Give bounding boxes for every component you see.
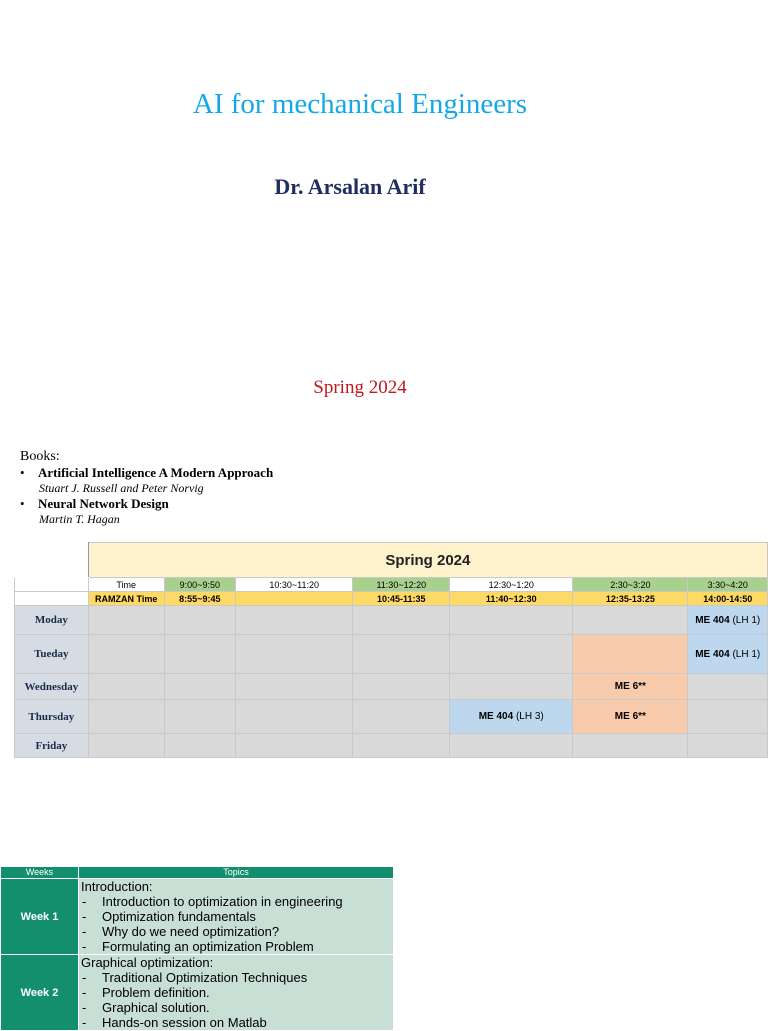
time-slot: 2:30~3:20	[573, 578, 688, 592]
ramzan-slot: 14:00-14:50	[688, 592, 768, 606]
subtopic	[81, 894, 393, 909]
subtopic	[81, 1015, 393, 1030]
time-label: Time	[88, 578, 164, 592]
day-label: Moday	[15, 606, 89, 635]
book-item	[20, 465, 273, 481]
ramzan-slot: 10:45-11:35	[353, 592, 450, 606]
schedule-cell	[164, 674, 235, 700]
schedule-cell	[353, 635, 450, 674]
time-slot: 11:30~12:20	[353, 578, 450, 592]
schedule-cell	[450, 734, 573, 758]
day-label: Friday	[15, 734, 89, 758]
schedule-cell	[236, 700, 353, 734]
topic-title: Introduction:	[81, 879, 153, 894]
time-slot: 9:00~9:50	[164, 578, 235, 592]
ramzan-header-blank	[15, 592, 89, 606]
schedule-cell	[450, 635, 573, 674]
book-title: Artificial Intelligence A Modern Approach	[38, 465, 274, 480]
ramzan-slot: 8:55~9:45	[164, 592, 235, 606]
schedule-cell	[236, 606, 353, 635]
schedule-cell	[88, 700, 164, 734]
schedule-cell	[573, 700, 688, 734]
schedule-cell	[450, 674, 573, 700]
course-code: ME 404	[695, 614, 730, 626]
schedule-cell	[450, 700, 573, 734]
schedule-cell	[164, 734, 235, 758]
day-label: Wednesday	[15, 674, 89, 700]
weeks-header: Weeks	[1, 867, 79, 879]
schedule-cell	[236, 674, 353, 700]
subtopic-text: Optimization fundamentals	[102, 909, 256, 924]
schedule-cell	[688, 635, 768, 674]
subtopic	[81, 985, 393, 1000]
course-room: (LH 1)	[732, 648, 761, 660]
schedule-cell	[88, 635, 164, 674]
time-slot: 3:30~4:20	[688, 578, 768, 592]
dash-marker: -	[82, 1015, 87, 1030]
schedule-cell	[236, 734, 353, 758]
page-title: AI for mechanical Engineers	[192, 88, 528, 120]
subtopic	[81, 939, 393, 954]
schedule-cell	[573, 606, 688, 635]
day-label: Tueday	[15, 635, 89, 674]
schedule-cell	[164, 700, 235, 734]
schedule-cell	[688, 674, 768, 700]
course-code: ME 404	[478, 711, 514, 722]
subtopic	[81, 909, 393, 924]
books-header: Books:	[20, 449, 60, 464]
book-title: Neural Network Design	[38, 496, 169, 511]
topics-header: Topics	[79, 867, 394, 879]
dash-marker: -	[82, 909, 87, 924]
semester-label: Spring 2024	[313, 377, 407, 398]
ramzan-label: RAMZAN Time	[88, 592, 164, 606]
schedule-cell	[573, 635, 688, 674]
author-name: Dr. Arsalan Arif	[274, 174, 426, 199]
time-header-blank	[15, 578, 89, 592]
course-code: ME 404	[695, 648, 730, 660]
schedule-cell	[353, 674, 450, 700]
dash-marker: -	[82, 970, 87, 985]
subtopic	[81, 1000, 393, 1015]
bullet-icon: •	[20, 496, 25, 511]
day-label: Thursday	[15, 700, 89, 734]
course-room: (LH 1)	[732, 614, 761, 626]
dash-marker: -	[82, 939, 87, 954]
schedule-cell	[688, 734, 768, 758]
subtopic-text: Hands-on session on Matlab	[102, 1015, 267, 1030]
topic-title: Graphical optimization:	[81, 955, 214, 970]
schedule-cell	[236, 635, 353, 674]
schedule-corner	[15, 543, 89, 578]
schedule-cell	[688, 606, 768, 635]
week-label: Week 1	[1, 879, 79, 955]
dash-marker: -	[82, 1000, 87, 1015]
schedule-cell	[573, 734, 688, 758]
subtopic-text: Problem definition.	[102, 985, 210, 1000]
bullet-icon: •	[20, 465, 25, 480]
subtopic	[81, 970, 393, 985]
subtopic-text: Formulating an optimization Problem	[102, 939, 314, 954]
time-slot: 10:30~11:20	[236, 578, 353, 592]
schedule-cell	[88, 606, 164, 635]
book-authors: Martin T. Hagan	[39, 512, 120, 526]
books-section	[20, 448, 273, 527]
subtopic-text: Graphical solution.	[102, 1000, 210, 1015]
schedule-cell	[353, 700, 450, 734]
subtopic	[81, 924, 393, 939]
schedule-cell	[353, 734, 450, 758]
course-room: (LH 3)	[515, 711, 544, 722]
schedule-cell	[353, 606, 450, 635]
schedule-cell	[688, 700, 768, 734]
subtopic-text: Why do we need optimization?	[102, 924, 280, 939]
subtopic-text: Introduction to optimization in engineering	[102, 894, 343, 909]
schedule-title: Spring 2024	[88, 543, 767, 578]
ramzan-slot	[236, 592, 353, 606]
dash-marker: -	[82, 924, 87, 939]
week-label: Week 2	[1, 955, 79, 1031]
book-authors: Stuart J. Russell and Peter Norvig	[39, 481, 204, 495]
ramzan-slot: 12:35-13:25	[573, 592, 688, 606]
schedule-cell	[450, 606, 573, 635]
ramzan-slot: 11:40~12:30	[450, 592, 573, 606]
schedule-cell	[88, 674, 164, 700]
course-code: ME 6**	[614, 711, 646, 722]
book-item	[20, 496, 273, 512]
week-topics	[79, 955, 394, 1031]
week-topics	[79, 879, 394, 955]
schedule-cell	[164, 635, 235, 674]
weeks-table	[0, 866, 394, 1031]
schedule-table	[14, 542, 768, 758]
dash-marker: -	[82, 985, 87, 1000]
subtopic-text: Traditional Optimization Techniques	[102, 970, 308, 985]
schedule-cell	[88, 734, 164, 758]
dash-marker: -	[82, 894, 87, 909]
time-slot: 12:30~1:20	[450, 578, 573, 592]
course-code: ME 6**	[614, 681, 646, 692]
schedule-cell	[573, 674, 688, 700]
schedule-cell	[164, 606, 235, 635]
